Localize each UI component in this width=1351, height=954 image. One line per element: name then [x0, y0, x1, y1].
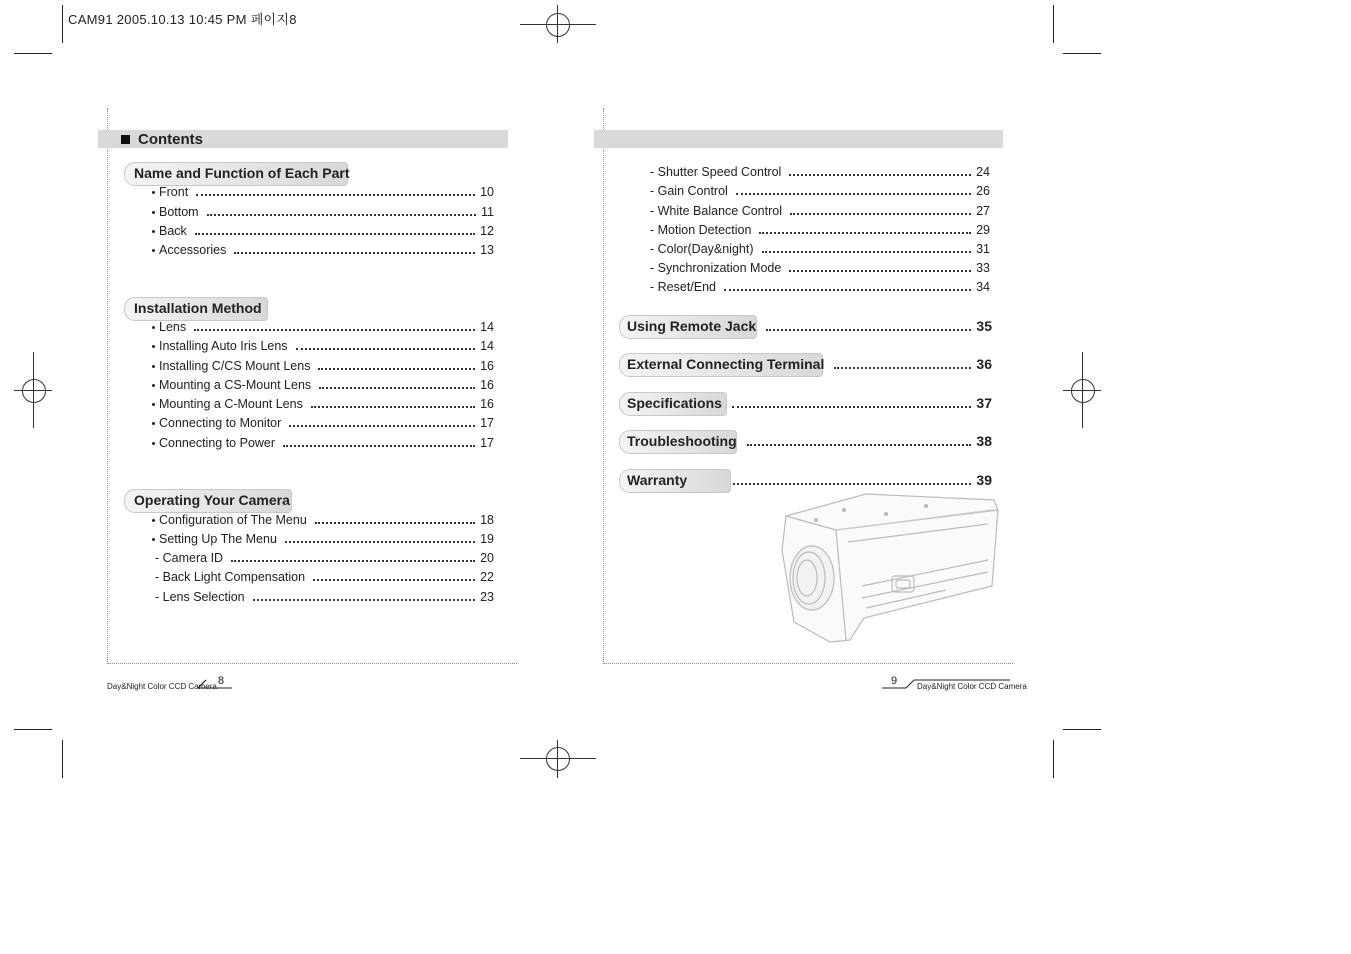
toc-entry[interactable]: Connecting to Monitor 17: [152, 416, 494, 430]
page-border: [107, 108, 108, 664]
toc-entry[interactable]: - Camera ID 20: [155, 551, 494, 565]
toc-entry[interactable]: Lens 14: [152, 320, 494, 334]
crop-mark: [14, 53, 52, 54]
crop-mark: [62, 5, 63, 43]
crop-mark: [1053, 740, 1054, 778]
crop-mark: [62, 740, 63, 778]
crop-mark: [1053, 5, 1054, 43]
toc-main-entry[interactable]: Using Remote Jack 35: [627, 318, 992, 334]
page-title: [121, 131, 203, 148]
toc-entry[interactable]: - Back Light Compensation 22: [155, 570, 494, 584]
page-border: [603, 108, 604, 664]
toc-entry[interactable]: - White Balance Control 27: [650, 204, 990, 218]
toc-entry[interactable]: - Gain Control 26: [650, 184, 990, 198]
toc-main-entry[interactable]: Troubleshooting 38: [627, 433, 992, 449]
toc-entry[interactable]: Accessories 13: [152, 243, 494, 257]
toc-entry[interactable]: Mounting a C-Mount Lens 16: [152, 397, 494, 411]
toc-entry[interactable]: - Lens Selection 23: [155, 590, 494, 604]
header-band-right: [594, 130, 1003, 148]
contents-heading: Contents: [138, 131, 203, 148]
square-bullet-icon: [121, 135, 130, 144]
crop-mark: [1063, 729, 1101, 730]
camera-illustration-icon: [776, 490, 1002, 650]
page-border: [603, 663, 1013, 664]
toc-entry[interactable]: Mounting a CS-Mount Lens 16: [152, 378, 494, 392]
toc-entry[interactable]: Setting Up The Menu 19: [152, 532, 494, 546]
toc-main-entry[interactable]: External Connecting Terminal 36: [627, 356, 992, 372]
footer-rule: [198, 678, 234, 690]
footer-text: Day&Night Color CCD Camera: [107, 682, 217, 691]
toc-section-heading[interactable]: Name and Function of Each Part: [132, 165, 349, 181]
toc-entry[interactable]: - Shutter Speed Control 24: [650, 165, 990, 179]
toc-entry[interactable]: Installing C/CS Mount Lens 16: [152, 359, 494, 373]
toc-entry[interactable]: Configuration of The Menu 18: [152, 513, 494, 527]
crop-mark: [14, 729, 52, 730]
crop-mark: [1063, 53, 1101, 54]
toc-entry[interactable]: - Reset/End 34: [650, 280, 990, 294]
page-border: [107, 663, 517, 664]
toc-entry[interactable]: - Motion Detection 29: [650, 223, 990, 237]
toc-section-heading[interactable]: Installation Method: [132, 300, 262, 316]
toc-main-entry[interactable]: Warranty 39: [627, 472, 992, 488]
toc-entry[interactable]: - Color(Day&night) 31: [650, 242, 990, 256]
toc-entry[interactable]: Installing Auto Iris Lens 14: [152, 339, 494, 353]
toc-entry[interactable]: Connecting to Power 17: [152, 436, 494, 450]
toc-entry[interactable]: Bottom 11: [152, 205, 494, 219]
footer-text: Day&Night Color CCD Camera: [917, 682, 1027, 691]
print-slug: CAM91 2005.10.13 10:45 PM 페이지8: [68, 12, 297, 27]
page-number: 8: [218, 675, 225, 687]
toc-section-heading[interactable]: Operating Your Camera: [132, 492, 290, 508]
page-number: 9: [891, 675, 898, 687]
toc-entry[interactable]: - Synchronization Mode 33: [650, 261, 990, 275]
toc-main-entry[interactable]: Specifications 37: [627, 395, 992, 411]
toc-entry[interactable]: Front 10: [152, 185, 494, 199]
toc-entry[interactable]: Back 12: [152, 224, 494, 238]
